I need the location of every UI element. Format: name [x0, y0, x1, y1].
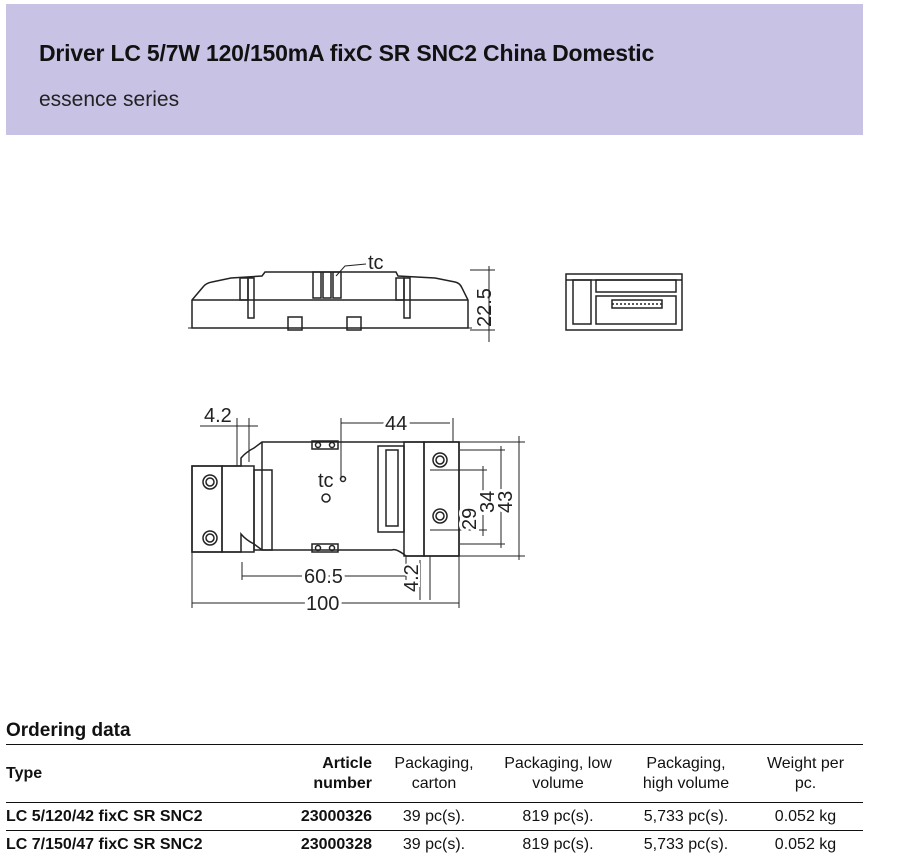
tc-label-side: tc — [368, 252, 384, 274]
col-weight-line1: Weight per — [766, 755, 845, 772]
cell-weight: 0.052 kg — [748, 803, 863, 831]
cell-weight: 0.052 kg — [748, 831, 863, 859]
col-low-line2: volume — [532, 775, 584, 792]
col-high-line2: high volume — [642, 775, 730, 792]
col-carton-line2: carton — [411, 775, 457, 792]
dim-100: 100 — [306, 593, 340, 615]
cell-type: LC 5/120/42 fixC SR SNC2 — [6, 803, 282, 831]
dim-29: 29 — [459, 507, 481, 530]
dim-44: 44 — [385, 413, 408, 435]
cell-article: 23000328 — [282, 831, 376, 859]
table-header-row — [6, 752, 863, 803]
cell-carton: 39 pc(s). — [376, 831, 492, 859]
cell-type: LC 7/150/47 fixC SR SNC2 — [6, 831, 282, 859]
end-view — [566, 274, 682, 330]
side-view — [188, 272, 472, 330]
page-subtitle: essence series — [39, 88, 180, 111]
cell-article: 23000326 — [282, 803, 376, 831]
cell-carton: 39 pc(s). — [376, 803, 492, 831]
cell-high: 5,733 pc(s). — [624, 803, 748, 831]
col-weight — [748, 752, 863, 803]
dim-height: 22.5 — [474, 288, 496, 327]
col-article — [282, 752, 376, 803]
tc-label-plan: tc — [318, 470, 334, 492]
dim-43: 43 — [495, 490, 517, 513]
dim-4-2-top: 4.2 — [204, 405, 232, 427]
table-row — [6, 831, 863, 859]
page-title: Driver LC 5/7W 120/150mA fixC SR SNC2 China Domestic — [39, 40, 655, 66]
dim-34: 34 — [477, 490, 499, 513]
col-carton — [376, 752, 492, 803]
col-high-line1: Packaging, — [646, 755, 726, 772]
ordering-table — [6, 752, 863, 858]
cell-low: 819 pc(s). — [492, 803, 624, 831]
dim-60-5: 60.5 — [304, 566, 343, 588]
col-low — [492, 752, 624, 803]
col-weight-line2: pc. — [794, 775, 817, 792]
plan-view — [192, 441, 459, 556]
col-low-line1: Packaging, low — [504, 755, 612, 772]
col-carton-line1: Packaging, — [394, 755, 474, 772]
table-row — [6, 803, 863, 831]
col-article-line1: Article — [322, 755, 372, 772]
dim-4-2-bottom: 4.2 — [401, 564, 423, 592]
cell-high: 5,733 pc(s). — [624, 831, 748, 859]
section-rule — [6, 744, 863, 745]
col-article-line2: number — [313, 775, 372, 792]
ordering-data-title: Ordering data — [6, 720, 131, 741]
col-type: Type — [6, 765, 43, 782]
cell-low: 819 pc(s). — [492, 831, 624, 859]
col-high — [624, 752, 748, 803]
